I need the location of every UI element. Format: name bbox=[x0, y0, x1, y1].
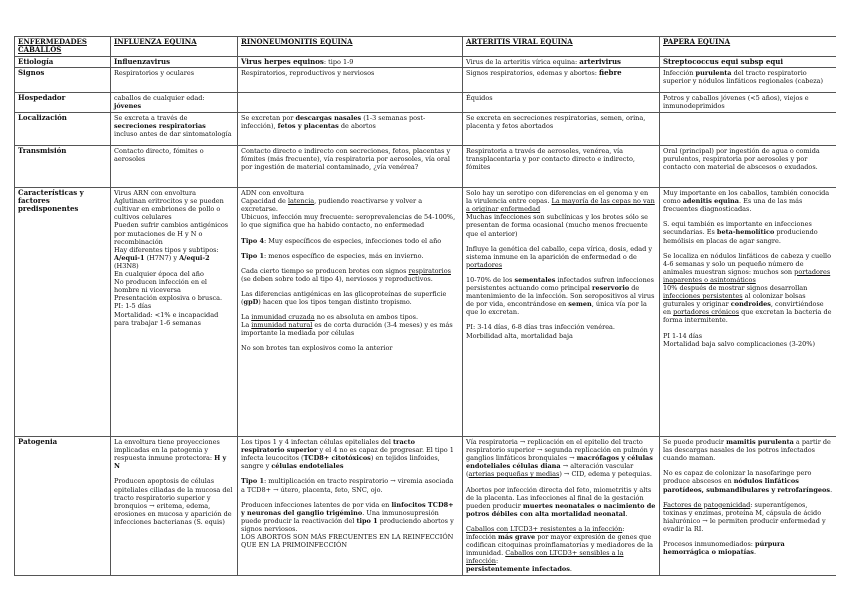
car-inf-a: Virus ARN con envoltura bbox=[114, 189, 196, 198]
pat-art-c-m1: : infección bbox=[466, 524, 625, 542]
pat-rino-c-b2: tipo 1 bbox=[356, 516, 378, 525]
row-localizacion bbox=[15, 113, 837, 146]
car-art-d-pre: 10-70% de los bbox=[466, 275, 515, 284]
row-etiologia bbox=[15, 57, 837, 68]
car-rino-f bbox=[241, 267, 459, 283]
pat-pap-c-rest: : superantígenos, toxinas y enzimas, proteína M, cápsula de ácido hialurónico → le permiten producir enfermedad y evadir la RI. bbox=[663, 500, 826, 533]
pat-rino-a-b2: TCD8+ citotóxicos bbox=[303, 454, 371, 463]
car-pap-e: PI 1-14 días bbox=[663, 331, 703, 340]
pat-pap-c bbox=[663, 501, 833, 533]
car-rino-e-rest: : menos específico de especies, más en invierno. bbox=[263, 251, 424, 260]
car-inf-e-m: (H7N7) y bbox=[144, 253, 180, 262]
pat-inf-a-b: H y N bbox=[114, 454, 227, 471]
car-rino-e-b: Tipo 1 bbox=[241, 251, 264, 260]
localizacion-rino-bold2: fetos y placentas bbox=[277, 122, 339, 131]
car-pap-d-u2: portadores crónicos bbox=[673, 308, 740, 317]
car-rino-i-post: es de corta duración (3-4 meses) y es más importante la mediada por células bbox=[241, 321, 453, 338]
label-signos: Signos bbox=[15, 68, 111, 93]
pat-pap-b-pre: No es capaz de colonizar la nasofaringe pero produce abscesos en bbox=[663, 469, 812, 486]
pat-art-a-u: arterias pequeñas y medias bbox=[468, 470, 560, 479]
car-rino-b-post: , pudiendo reactivarse y volver a excretarse. bbox=[241, 197, 423, 214]
car-art-d bbox=[466, 276, 656, 316]
pat-rino-c-m: . Una inmunosupresión puede producir la reactivación del bbox=[241, 508, 439, 525]
car-rino-d bbox=[241, 237, 459, 245]
pat-art-a-post: ) → CID, edema y petequias. bbox=[559, 470, 652, 479]
pat-art-a-pre: Vía respiratoria → replicación en el epitelio del tracto respiratorio superior → segunda replicación en pulmón y ganglios linfáticos bronquiales → bbox=[466, 438, 654, 463]
signos-papera bbox=[660, 68, 837, 93]
row-hospedador bbox=[15, 93, 837, 113]
car-inf-e-b2: A/equi-2 bbox=[179, 253, 210, 262]
pat-rino-a-pre: Los tipos 1 y 4 infectan células epiteliales del bbox=[241, 438, 394, 447]
car-rino-i bbox=[241, 321, 459, 337]
label-localizacion: Localización bbox=[15, 113, 111, 146]
car-rino-b-u: latencia bbox=[287, 197, 315, 206]
car-art-a bbox=[466, 189, 656, 213]
hospedador-arteritis: Équidos bbox=[463, 93, 660, 113]
hospedador-papera: Potros y caballos jóvenes (<5 años), viejos e inmunodeprimidos bbox=[660, 93, 837, 113]
pat-rino-a-m2: ) en tejidos linfoides, sangre y bbox=[241, 454, 440, 471]
pat-pap-a bbox=[663, 438, 833, 462]
car-rino-d-rest: : Muy específicos de especies, infecciones todo el año bbox=[263, 236, 442, 245]
car-art-e: PI: 3-14 días, 6-8 días tras infección venérea. bbox=[466, 323, 615, 332]
car-rino-d-b: Tipo 4 bbox=[241, 236, 264, 245]
row-patogenia bbox=[15, 437, 837, 575]
localizacion-rino-post: de abortos bbox=[338, 122, 376, 131]
car-inf-b: Aglutinan eritrocitos y se pueden cultivar en embriones de pollo o cultivos celulares bbox=[114, 197, 224, 222]
car-rino-h-pre: La bbox=[241, 313, 252, 322]
car-rino-e bbox=[241, 252, 459, 260]
transmision-rino: Contacto directo e indirecto con secreciones, fetos, placentas y fómites (más frecuente), vía respiratoria por aerosoles, vía oral por ingestión de material contaminado, ¿vía venérea? bbox=[238, 146, 463, 188]
signos-arteritis-bold: fiebre bbox=[599, 68, 622, 78]
car-pap-a-pre: Muy importante en los caballos, también conocida como bbox=[663, 189, 830, 206]
car-rino-g-b: gpD bbox=[243, 298, 259, 307]
pat-art-c-b: más grave bbox=[498, 533, 536, 542]
diseases-table bbox=[14, 36, 836, 576]
car-art-d-m2: de mantenimiento de la infección. Son seropositivos al virus de por vida, encontrándose en bbox=[466, 284, 655, 309]
car-pap-b-post: produciendo hemólisis en placas de agar sangre. bbox=[663, 228, 818, 245]
localizacion-rino bbox=[238, 113, 463, 146]
etiologia-rino bbox=[238, 57, 463, 68]
pat-inf-a-pre: La envoltura tiene proyecciones implicadas en la patogenia y respuesta inmune protectora: bbox=[114, 438, 220, 463]
header-influenza: INFLUENZA EQUINA bbox=[111, 37, 238, 57]
car-rino-h-post: no es absoluta en ambos tipos. bbox=[314, 313, 419, 322]
localizacion-arteritis: Se excreta en secreciones respiratorias, semen, orina, placenta y fetos abortados bbox=[463, 113, 660, 146]
car-rino-c: Ubicuos, infección muy frecuente: seroprevalencias de 54-100%, lo que significa que ha habido contacto, no enfermedad bbox=[241, 213, 456, 230]
car-rino-a: ADN con envoltura bbox=[241, 189, 304, 198]
localizacion-influenza-bold: secreciones respiratorias bbox=[114, 122, 206, 131]
patogenia-influenza bbox=[111, 437, 238, 575]
localizacion-rino-mid: (1-3 semanas post-infección), bbox=[241, 114, 426, 131]
row-signos bbox=[15, 68, 837, 93]
pat-rino-c-pre: Producen infecciones latentes de por vida en bbox=[241, 500, 392, 509]
car-pap-b-pre: S. equi también es importante en infecciones secundarias. Es bbox=[663, 220, 812, 237]
pat-rino-d: LOS ABORTOS SON MÁS FRECUENTES EN LA REINFECCIÓN QUE EN LA PRIMOINFECCIÓN bbox=[241, 533, 454, 550]
pat-pap-d-pre: Procesos inmunomediados: bbox=[663, 540, 756, 549]
caracteristicas-rino bbox=[238, 188, 463, 437]
hospedador-rino bbox=[238, 93, 463, 113]
car-art-d-b1: sementales bbox=[514, 275, 556, 284]
pat-pap-b-b: nódulos linfáticos parotídeos, submandibulares y retrofaríngeos bbox=[663, 477, 831, 494]
car-inf-e-b1: A/equi-1 bbox=[114, 253, 145, 262]
car-art-d-m1: infectados sufren infecciones persistentes actuando como principal bbox=[466, 275, 654, 293]
car-rino-g bbox=[241, 290, 459, 306]
label-hospedador: Hospedador bbox=[15, 93, 111, 113]
localizacion-rino-pre: Se excretan por bbox=[241, 114, 296, 123]
header-papera: PAPERA EQUINA bbox=[660, 37, 837, 57]
pat-pap-d-b: púrpura hemorrágica o miopatías bbox=[663, 540, 785, 557]
car-pap-c bbox=[663, 252, 833, 284]
car-inf-e bbox=[114, 254, 234, 262]
car-art-b: Muchas infecciones son subclínicas y los brotes sólo se presentan de forma ocasional (mucho menos frecuente que el anterior) bbox=[466, 213, 648, 238]
pat-rino-b-b: Tipo 1 bbox=[241, 477, 264, 486]
car-inf-i: Presentación explosiva o brusca. bbox=[114, 294, 223, 303]
pat-rino-a-m1: y el 4 no es capaz de progresar. El tipo 1 infecta leucocitos ( bbox=[241, 446, 454, 463]
pat-rino-a bbox=[241, 438, 459, 470]
car-inf-h: No producen infección en el hombre ni viceversa bbox=[114, 278, 208, 295]
hospedador-influenza bbox=[111, 93, 238, 113]
car-inf-g: En cualquier época del año bbox=[114, 270, 204, 279]
pat-inf-b: Producen apoptosis de células epiteliales ciliadas de la mucosa del tracto respiratorio superior y bronquios → eritema, edema, erosiones en mucosa y aparición de infecciones bacterianas (S. equis) bbox=[114, 477, 233, 526]
car-art-d-post: , única vía por la que lo excretan. bbox=[466, 300, 647, 317]
car-pap-c-pre: Se localiza en nódulos linfáticos de cabeza y cuello 4-6 semanas y solo un pequeño número de animales muestran signos: muchos son bbox=[663, 251, 832, 276]
header-diseases: ENFERMEDADES CABALLOS bbox=[15, 37, 111, 57]
label-etiologia: Etiología bbox=[15, 57, 111, 68]
pat-art-c-u2: Caballos con LTCD3+ sensibles a la infección bbox=[466, 549, 624, 566]
car-inf-k: Mortalidad: <1% e incapacidad para trabajar 1-6 semanas bbox=[114, 310, 219, 327]
car-pap-b-b: beta-hemolítico bbox=[716, 228, 775, 237]
pat-pap-b: No es capaz de colonizar la nasofaringe pero produce abscesos en nódulos linfáticos parotídeos, submandibulares y retrofaríngeos. bbox=[663, 469, 833, 494]
car-rino-i-u: inmunidad natural bbox=[251, 321, 313, 330]
pat-pap-c-u: Factores de patogenicidad bbox=[663, 500, 751, 509]
localizacion-influenza bbox=[111, 113, 238, 146]
caracteristicas-influenza bbox=[111, 188, 238, 437]
car-art-a-pre: Solo hay un serotipo con diferencias en el genoma y en la virulencia entre cepas. bbox=[466, 189, 649, 206]
signos-arteritis-pre: Signos respiratorios, edemas y abortos: bbox=[466, 69, 600, 78]
pat-rino-a-b3: células endoteliales bbox=[271, 462, 344, 471]
row-transmision bbox=[15, 146, 837, 188]
localizacion-rino-bold1: descargas nasales bbox=[295, 114, 362, 123]
label-caracteristicas: Características y factores predisponentes bbox=[15, 188, 111, 437]
localizacion-influenza-post: incluso antes de dar sintomatología bbox=[114, 130, 232, 139]
car-pap-d-m1: al colonizar bolsas guturales y originar bbox=[663, 292, 806, 309]
caracteristicas-papera bbox=[660, 188, 837, 437]
car-rino-g-pre: Las diferencias antigénicas en las glicoproteínas de superficie ( bbox=[241, 289, 447, 307]
pat-pap-a-post: a partir de las descargas nasales de los potros infectados cuando maman. bbox=[663, 438, 831, 463]
car-rino-f-u: respiratorios bbox=[408, 266, 451, 275]
signos-papera-post: del tracto respiratorio superior y nódulos linfáticos regionales (cabeza) bbox=[663, 69, 824, 86]
car-inf-j: PI: 1-5 días bbox=[114, 302, 152, 311]
car-pap-a-post: . Es una de las más frecuentes diagnosticadas. bbox=[663, 197, 803, 214]
pat-art-d-b: persistentemente infectados bbox=[466, 565, 570, 574]
patogenia-arteritis bbox=[463, 437, 660, 575]
caracteristicas-arteritis bbox=[463, 188, 660, 437]
transmision-influenza: Contacto directo, fómites o aerosoles bbox=[111, 146, 238, 188]
signos-influenza: Respiratorios y oculares bbox=[111, 68, 238, 93]
car-pap-b bbox=[663, 220, 833, 244]
pat-art-c-post: : bbox=[495, 557, 499, 566]
car-pap-f: Mortalidad baja salvo complicaciones (3-20%) bbox=[663, 339, 815, 348]
localizacion-influenza-pre: Se excreta a través de bbox=[114, 114, 188, 123]
label-transmision: Transmisión bbox=[15, 146, 111, 188]
patogenia-rino bbox=[238, 437, 463, 575]
pat-art-a-m: → alteración vascular ( bbox=[466, 462, 634, 479]
pat-art-c-m2: por mayor expresión de genes que codifican citoquinas proinflamatorias y mediadores de la inmunidad. bbox=[466, 533, 654, 558]
hospedador-influenza-bold: jóvenes bbox=[114, 102, 142, 111]
pat-art-a-b1: macrófagos y células endoteliales células diana bbox=[466, 454, 653, 471]
car-inf-c: Pueden sufrir cambios antigénicos por mutaciones de H y N o recombinación bbox=[114, 221, 229, 246]
car-rino-h-u: inmunidad cruzada bbox=[251, 313, 315, 322]
transmision-arteritis: Respiratoria a través de aerosoles, venérea, vía transplacentaria y por contacto directo e indirecto, fómites bbox=[463, 146, 660, 188]
car-inf-d: Hay diferentes tipos y subtipos: bbox=[114, 245, 219, 254]
car-pap-d-post: que excretan la bacteria de forma intermitente. bbox=[663, 308, 832, 325]
car-rino-j: No son brotes tan explosivos como la anterior bbox=[241, 344, 393, 353]
localizacion-papera bbox=[660, 113, 837, 146]
etiologia-arteritis-pre: Virus de la arteritis vírica equina: bbox=[466, 58, 580, 66]
pat-pap-a-b: mamitis purulenta bbox=[726, 438, 794, 447]
car-pap-c-u: portadores inaparentes o asintomáticos bbox=[663, 267, 831, 284]
header-arteritis: ARTERITIS VIRAL EQUINA bbox=[463, 37, 660, 57]
etiologia-rino-bold: Virus herpes equinos bbox=[241, 57, 324, 66]
car-art-f: Morbilidad alta, mortalidad baja bbox=[466, 331, 573, 340]
etiologia-papera: Streptococcus equi subsp equi bbox=[660, 57, 837, 68]
signos-rino: Respiratorios, reproductivos y nerviosos bbox=[238, 68, 463, 93]
header-row bbox=[15, 37, 837, 57]
car-pap-d-u: infecciones persistentes bbox=[663, 292, 743, 301]
transmision-papera: Oral (principal) por ingestión de agua o comida purulentos, respiratoria por aerosoles y por contacto con material de abscesos o exudados. bbox=[660, 146, 837, 188]
car-art-d-b3: semen bbox=[568, 300, 592, 309]
car-art-d-b2: reservorio bbox=[592, 284, 630, 293]
car-pap-d-m2: , convirtiéndose en bbox=[663, 300, 824, 317]
pat-art-b-pre: Abortos por infección directa del feto, miometritis y alts de la placenta. Las infecciones al final de la gestación pueden producir bbox=[466, 485, 652, 510]
hospedador-influenza-pre: caballos de cualquier edad: bbox=[114, 94, 205, 103]
pat-rino-c-b1: linfocitos TCD8+ y neuronas del ganglio trigémino bbox=[241, 500, 454, 517]
car-rino-b bbox=[241, 197, 459, 213]
car-pap-d-pre: 10% después de mostrar signos desarrollan bbox=[663, 284, 808, 293]
pat-inf-a bbox=[114, 438, 234, 470]
car-rino-h bbox=[241, 313, 459, 321]
car-art-c-u: portadores bbox=[466, 260, 503, 269]
pat-rino-a-b1: tracto respiratorio superior bbox=[241, 438, 415, 455]
pat-art-c-u: Caballos con LTCD3+ resistentes a la infección bbox=[466, 524, 623, 533]
pat-rino-b bbox=[241, 477, 459, 493]
signos-papera-pre: Infección bbox=[663, 69, 696, 78]
car-pap-d bbox=[663, 284, 833, 324]
pat-rino-c bbox=[241, 501, 459, 533]
car-art-c-pre: Influye la genética del caballo, cepa vírica, dosis, edad y sistema inmune en la aparición de enfermedad o de bbox=[466, 244, 653, 261]
car-rino-f-pre: Cada cierto tiempo se producen brotes con signos bbox=[241, 266, 409, 275]
signos-arteritis bbox=[463, 68, 660, 93]
etiologia-influenza: Influenzavirus bbox=[111, 57, 238, 68]
pat-art-d: persistentemente infectados. bbox=[466, 565, 572, 574]
car-pap-a bbox=[663, 189, 833, 213]
signos-papera-bold: purulenta bbox=[695, 69, 732, 78]
pat-rino-b-rest: : multiplicación en tracto respiratorio → viremia asociada a TCD8+ → útero, placenta, feto, SNC, ojo. bbox=[241, 477, 454, 494]
car-rino-f-post: (se deben sobre todo al tipo 4), nerviosos y reproductivos. bbox=[241, 274, 433, 283]
pat-art-a bbox=[466, 438, 656, 478]
pat-art-c bbox=[466, 525, 656, 565]
pat-rino-c-post: produciendo abortos y signos nerviosos. bbox=[241, 516, 454, 533]
label-patogenia: Patogenia bbox=[15, 437, 111, 575]
car-rino-g-post: ) hacen que los tipos tengan distinto tropismo. bbox=[258, 298, 412, 307]
car-rino-i-pre: La bbox=[241, 321, 252, 330]
car-rino-b-pre: Capacidad de bbox=[241, 197, 288, 206]
pat-pap-d: Procesos inmunomediados: púrpura hemorrágica o miopatías. bbox=[663, 540, 785, 557]
car-art-c bbox=[466, 245, 656, 269]
pat-art-b: Abortos por infección directa del feto, miometritis y alts de la placenta. Las infecciones al final de la gestación pueden producir muertes neonatales o nacimiento de potros débiles con alta mortalidad neonatal. bbox=[466, 485, 656, 518]
car-inf-f: (H3N8) bbox=[114, 261, 139, 270]
etiologia-arteritis-bold: arterivirus bbox=[579, 57, 621, 66]
car-pap-a-b: adenitis equina bbox=[682, 197, 739, 206]
car-art-a-u: La mayoría de las cepas no van a originar enfermedad bbox=[466, 197, 655, 214]
etiologia-rino-rest: : tipo 1-9 bbox=[323, 58, 354, 66]
car-pap-d-b: condroides bbox=[730, 300, 771, 309]
pat-pap-a-pre: Se puede producir bbox=[663, 438, 727, 447]
row-caracteristicas bbox=[15, 188, 837, 437]
etiologia-arteritis bbox=[463, 57, 660, 68]
header-rinoneumonitis: RINONEUMONITIS EQUINA bbox=[238, 37, 463, 57]
patogenia-papera bbox=[660, 437, 837, 575]
pat-art-b-b: muertes neonatales o nacimiento de potros débiles con alta mortalidad neonatal bbox=[466, 501, 656, 518]
document-sheet bbox=[14, 36, 836, 592]
